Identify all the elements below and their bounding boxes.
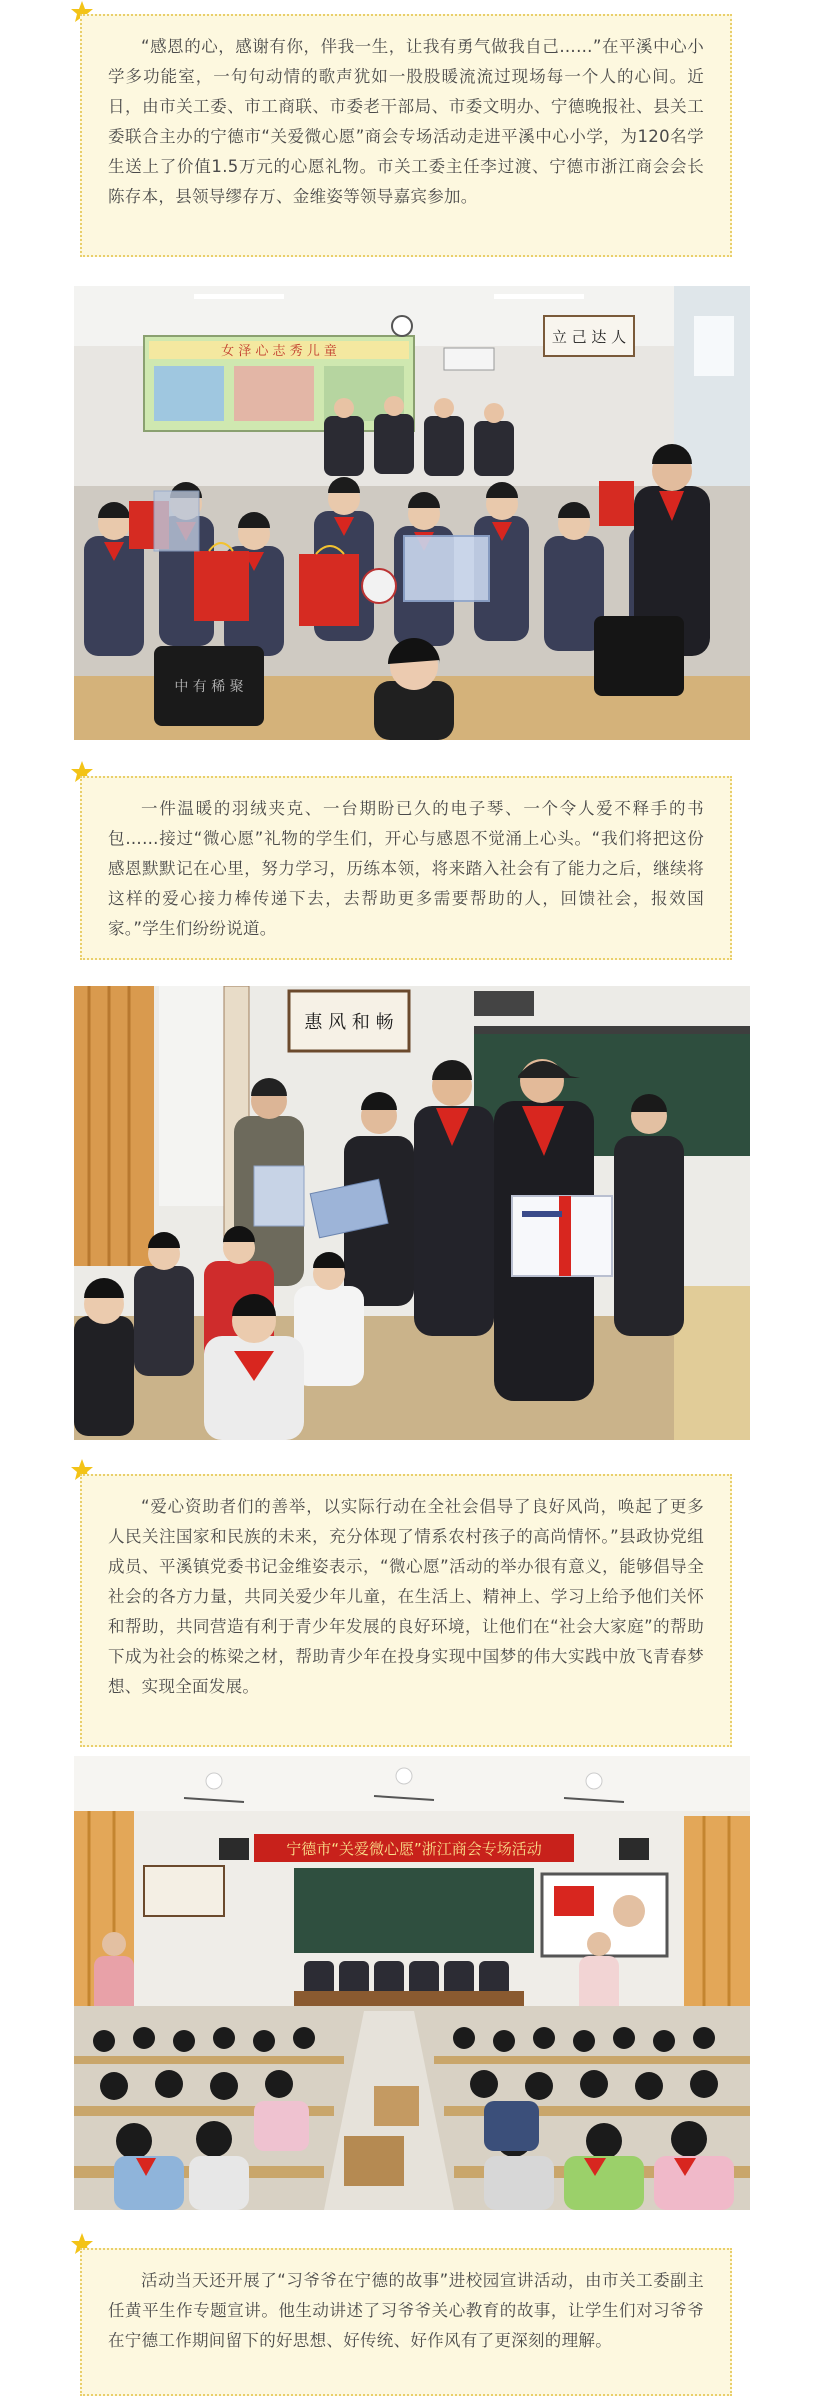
paragraph-4: 活动当天还开展了“习爷爷在宁德的故事”进校园宣讲活动，由市关工委副主任黄平生作专题宣讲。他生动讲述了习爷爷关心教育的故事，让学生们对习爷爷在宁德工作期间留下的好思想、好传统、好作风有了更深刻的理解。 [108, 2271, 704, 2350]
photo-auditorium [74, 1756, 750, 2210]
text-card-2 [80, 776, 732, 960]
photo-gift-handover [74, 986, 750, 1440]
bag-text: 中 有 稀 聚 [174, 679, 244, 695]
text-card-3 [80, 1474, 732, 1747]
paragraph-1: “感恩的心，感谢有你，伴我一生，让我有勇气做我自己……”在平溪中心小学多功能室，一句句动情的歌声犹如一股股暖流流过现场每一个人的心间。近日，由市关工委、市工商联、市委老干部局、市委文明办、宁德晚报社、县关工委联合主办的宁德市“关爱微心愿”商会专场活动走进平溪中心小学，为120名学生送上了价值1.5万元的心愿礼物。市关工委主任李过渡、宁德市浙江商会会长陈存本，县领导缪存万、金维姿等领导嘉宾参加。 [108, 37, 704, 206]
bulletin-board-title: 女 泽 心 志 秀 儿 童 [221, 344, 337, 359]
event-banner-text: 宁德市“关爱微心愿”浙江商会专场活动 [286, 1840, 542, 1858]
text-card-1 [80, 14, 732, 257]
text-card-4 [80, 2248, 732, 2396]
paragraph-2: 一件温暖的羽绒夹克、一台期盼已久的电子琴、一个令人爱不释手的书包……接过“微心愿”礼物的学生们，开心与感恩不觉涌上心头。“我们将把这份感恩默默记在心里，努力学习，历练本领，将来踏入社会有了能力之后，继续将这样的爱心接力棒传递下去，去帮助更多需要帮助的人，回馈社会，报效国家。”学生们纷纷说道。 [108, 799, 704, 938]
wall-plaque-text: 立 己 达 人 [551, 328, 627, 346]
paragraph-3: “爱心资助者们的善举，以实际行动在全社会倡导了良好风尚，唤起了更多人民关注国家和民族的未来，充分体现了情系农村孩子的高尚情怀。”县政协党组成员、平溪镇党委书记金维姿表示，“微心愿”活动的举办很有意义，能够倡导全社会的各方力量，共同关爱少年儿童，在生活上、精神上、学习上给予他们关怀和帮助，共同营造有利于青少年发展的良好环境，让他们在“社会大家庭”的帮助下成为社会的栋梁之材，帮助青少年在投身实现中国梦的伟大实践中放飞青春梦想、实现全面发展。 [108, 1497, 704, 1696]
calligraphy-text: 惠 风 和 畅 [304, 1012, 394, 1033]
photo-gift-giving [74, 286, 750, 740]
